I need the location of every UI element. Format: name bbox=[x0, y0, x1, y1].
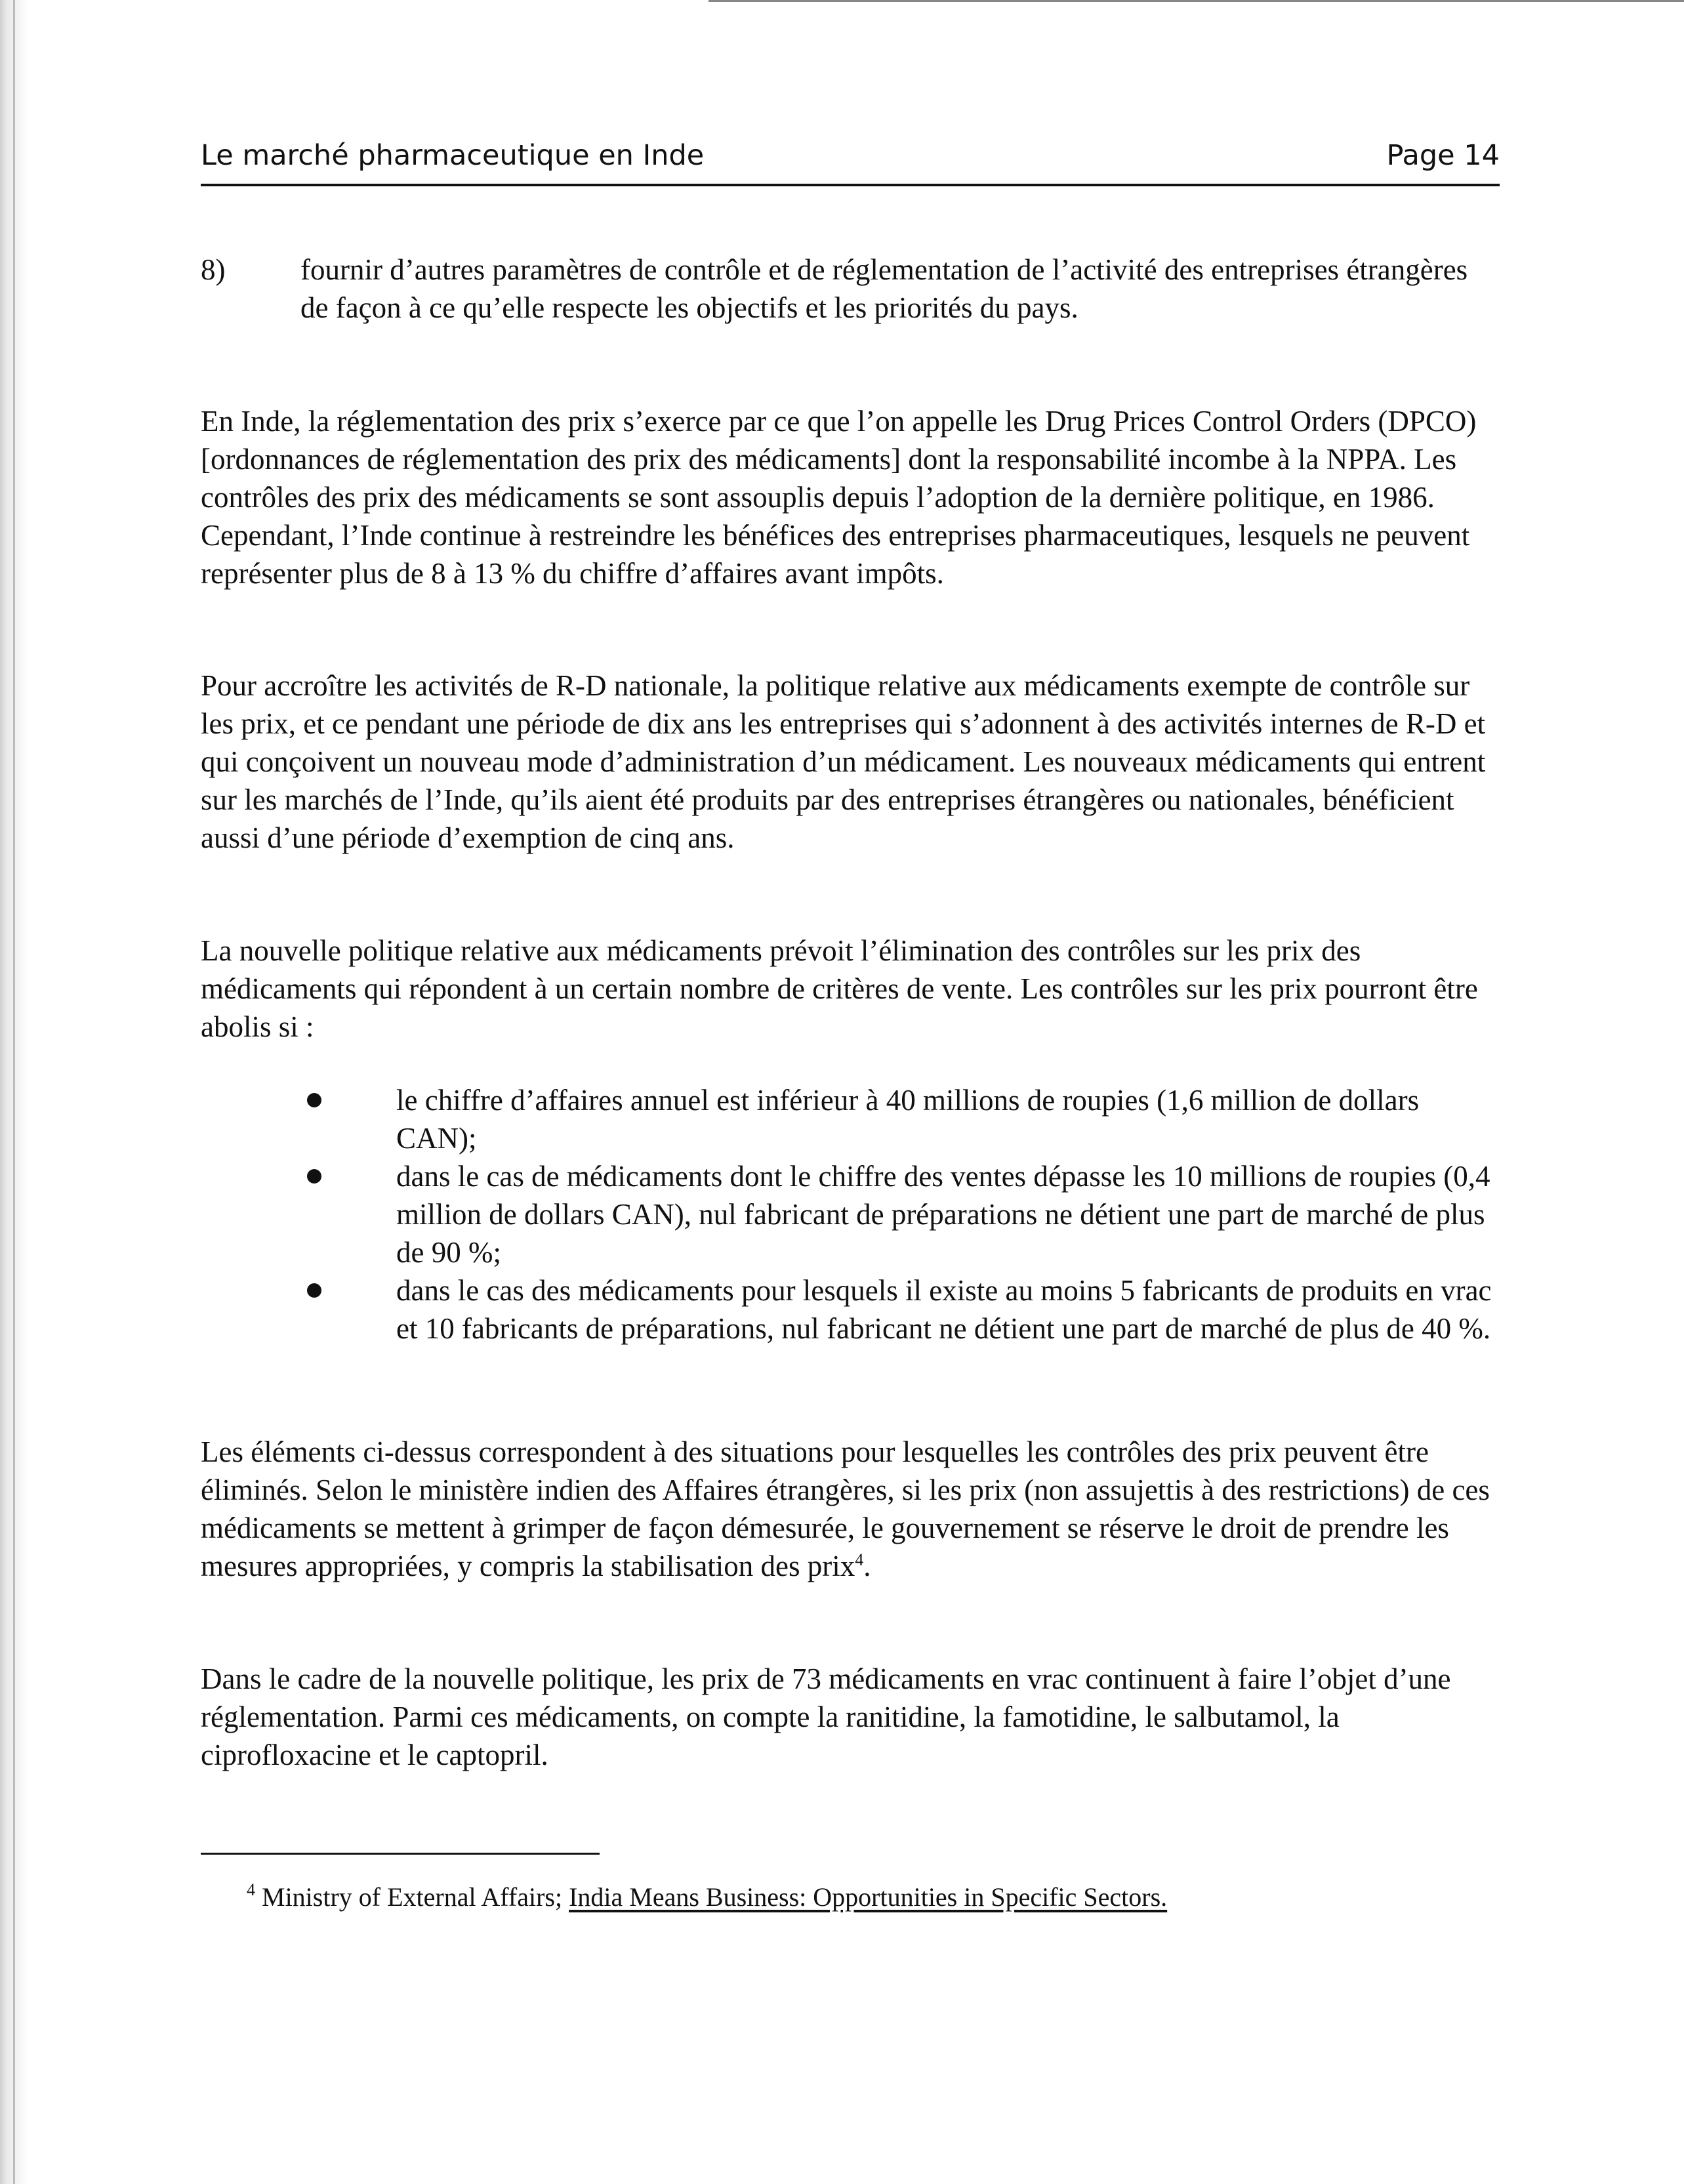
header-rule bbox=[201, 184, 1500, 186]
criteria-list bbox=[201, 1081, 1493, 1348]
list-item-number: 8) bbox=[201, 253, 226, 286]
bullet-icon bbox=[307, 1093, 321, 1107]
paragraph-new-policy: La nouvelle politique relative aux médicaments prévoit l’élimination des contrôles sur les prix des médicaments qui répondent à un certain nombre de critères de vente. Les contrôles sur les prix pourront être abolis si : bbox=[201, 934, 1478, 1043]
footnote-rule bbox=[201, 1853, 600, 1855]
page-number: Page 14 bbox=[1386, 139, 1500, 172]
bullet-icon bbox=[307, 1283, 321, 1298]
paragraph-price-regulation: En Inde, la réglementation des prix s’exerce par ce que l’on appelle les Drug Prices Control Orders (DPCO) [ordonnances de réglementation des prix des médicaments] dont la responsabilité incombe à la NPPA. Les contrôles des prix des médicaments se sont assouplis depuis l’adoption de la dernière politique, en 1986. Cependant, l’Inde continue à restreindre les bénéfices des entreprises pharmaceutiques, lesquels ne peuvent représenter plus de 8 à 13 % du chiffre d’affaires avant impôts. bbox=[201, 405, 1477, 590]
paragraph-rd-exemption: Pour accroître les activités de R-D nationale, la politique relative aux médicaments exempte de contrôle sur les prix, et ce pendant une période de dix ans les entreprises qui s’adonnent à des activités internes de R-D et qui conçoivent un nouveau mode d’administration d’un médicament. Les nouveaux médicaments qui entrent sur les marchés de l’Inde, qu’ils aient été produits par des entreprises étrangères ou nationales, bénéficient aussi d’une période d’exemption de cinq ans. bbox=[201, 669, 1486, 854]
footnote-marker: 4 bbox=[247, 1880, 255, 1899]
bullet-icon bbox=[307, 1169, 321, 1184]
paragraph-price-controls bbox=[201, 1433, 1493, 1585]
criteria-item bbox=[201, 1271, 1493, 1348]
criteria-item-text: dans le cas de médicaments dont le chiffre des ventes dépasse les 10 millions de roupies (0,4 million de dollars CAN), nul fabricant de préparations ne détient une part de marché de plus de 90 %; bbox=[396, 1160, 1490, 1269]
paragraph-text: Les éléments ci-dessus correspondent à des situations pour lesquelles les contrôles des prix peuvent être éliminés. Selon le ministère indien des Affaires étrangères, si les prix (non assujettis à des restrictions) de ces médicaments se mettent à grimper de façon démesurée, le gouvernement se réserve le droit de prendre les mesures appropriées, y compris la stabilisation des prix bbox=[201, 1435, 1490, 1582]
criteria-item-text: dans le cas des médicaments pour lesquels il existe au moins 5 fabricants de produits en vrac et 10 fabricants de préparations, nul fabricant ne détient une part de marché de plus de 40 %. bbox=[396, 1274, 1492, 1345]
scan-line-left bbox=[13, 0, 15, 2184]
criteria-item bbox=[201, 1081, 1493, 1157]
footnote-title: India Means Business: Opportunities in Specific Sectors. bbox=[569, 1882, 1168, 1912]
list-item-text: fournir d’autres paramètres de contrôle et de réglementation de l’activité des entreprises étrangères de façon à ce qu’elle respecte les objectifs et les priorités du pays. bbox=[300, 253, 1468, 324]
paragraph-text-end: . bbox=[863, 1550, 871, 1582]
footnote bbox=[247, 1880, 1493, 1914]
paragraph-bulk-drugs: Dans le cadre de la nouvelle politique, les prix de 73 médicaments en vrac continuent à faire l’objet d’une réglementation. Parmi ces médicaments, on compte la ranitidine, la famotidine, le salbutamol, la ciprofloxacine et le captopril. bbox=[201, 1662, 1451, 1771]
document-title: Le marché pharmaceutique en Inde bbox=[201, 139, 705, 172]
page-header bbox=[201, 139, 1500, 181]
criteria-item-text: le chiffre d’affaires annuel est inférieur à 40 millions de roupies (1,6 million de dollars CAN); bbox=[396, 1084, 1420, 1155]
scan-line-top bbox=[709, 0, 1684, 2]
footnote-reference[interactable]: 4 bbox=[855, 1550, 864, 1569]
footnote-source: Ministry of External Affairs; bbox=[262, 1882, 563, 1912]
criteria-item bbox=[201, 1157, 1493, 1271]
